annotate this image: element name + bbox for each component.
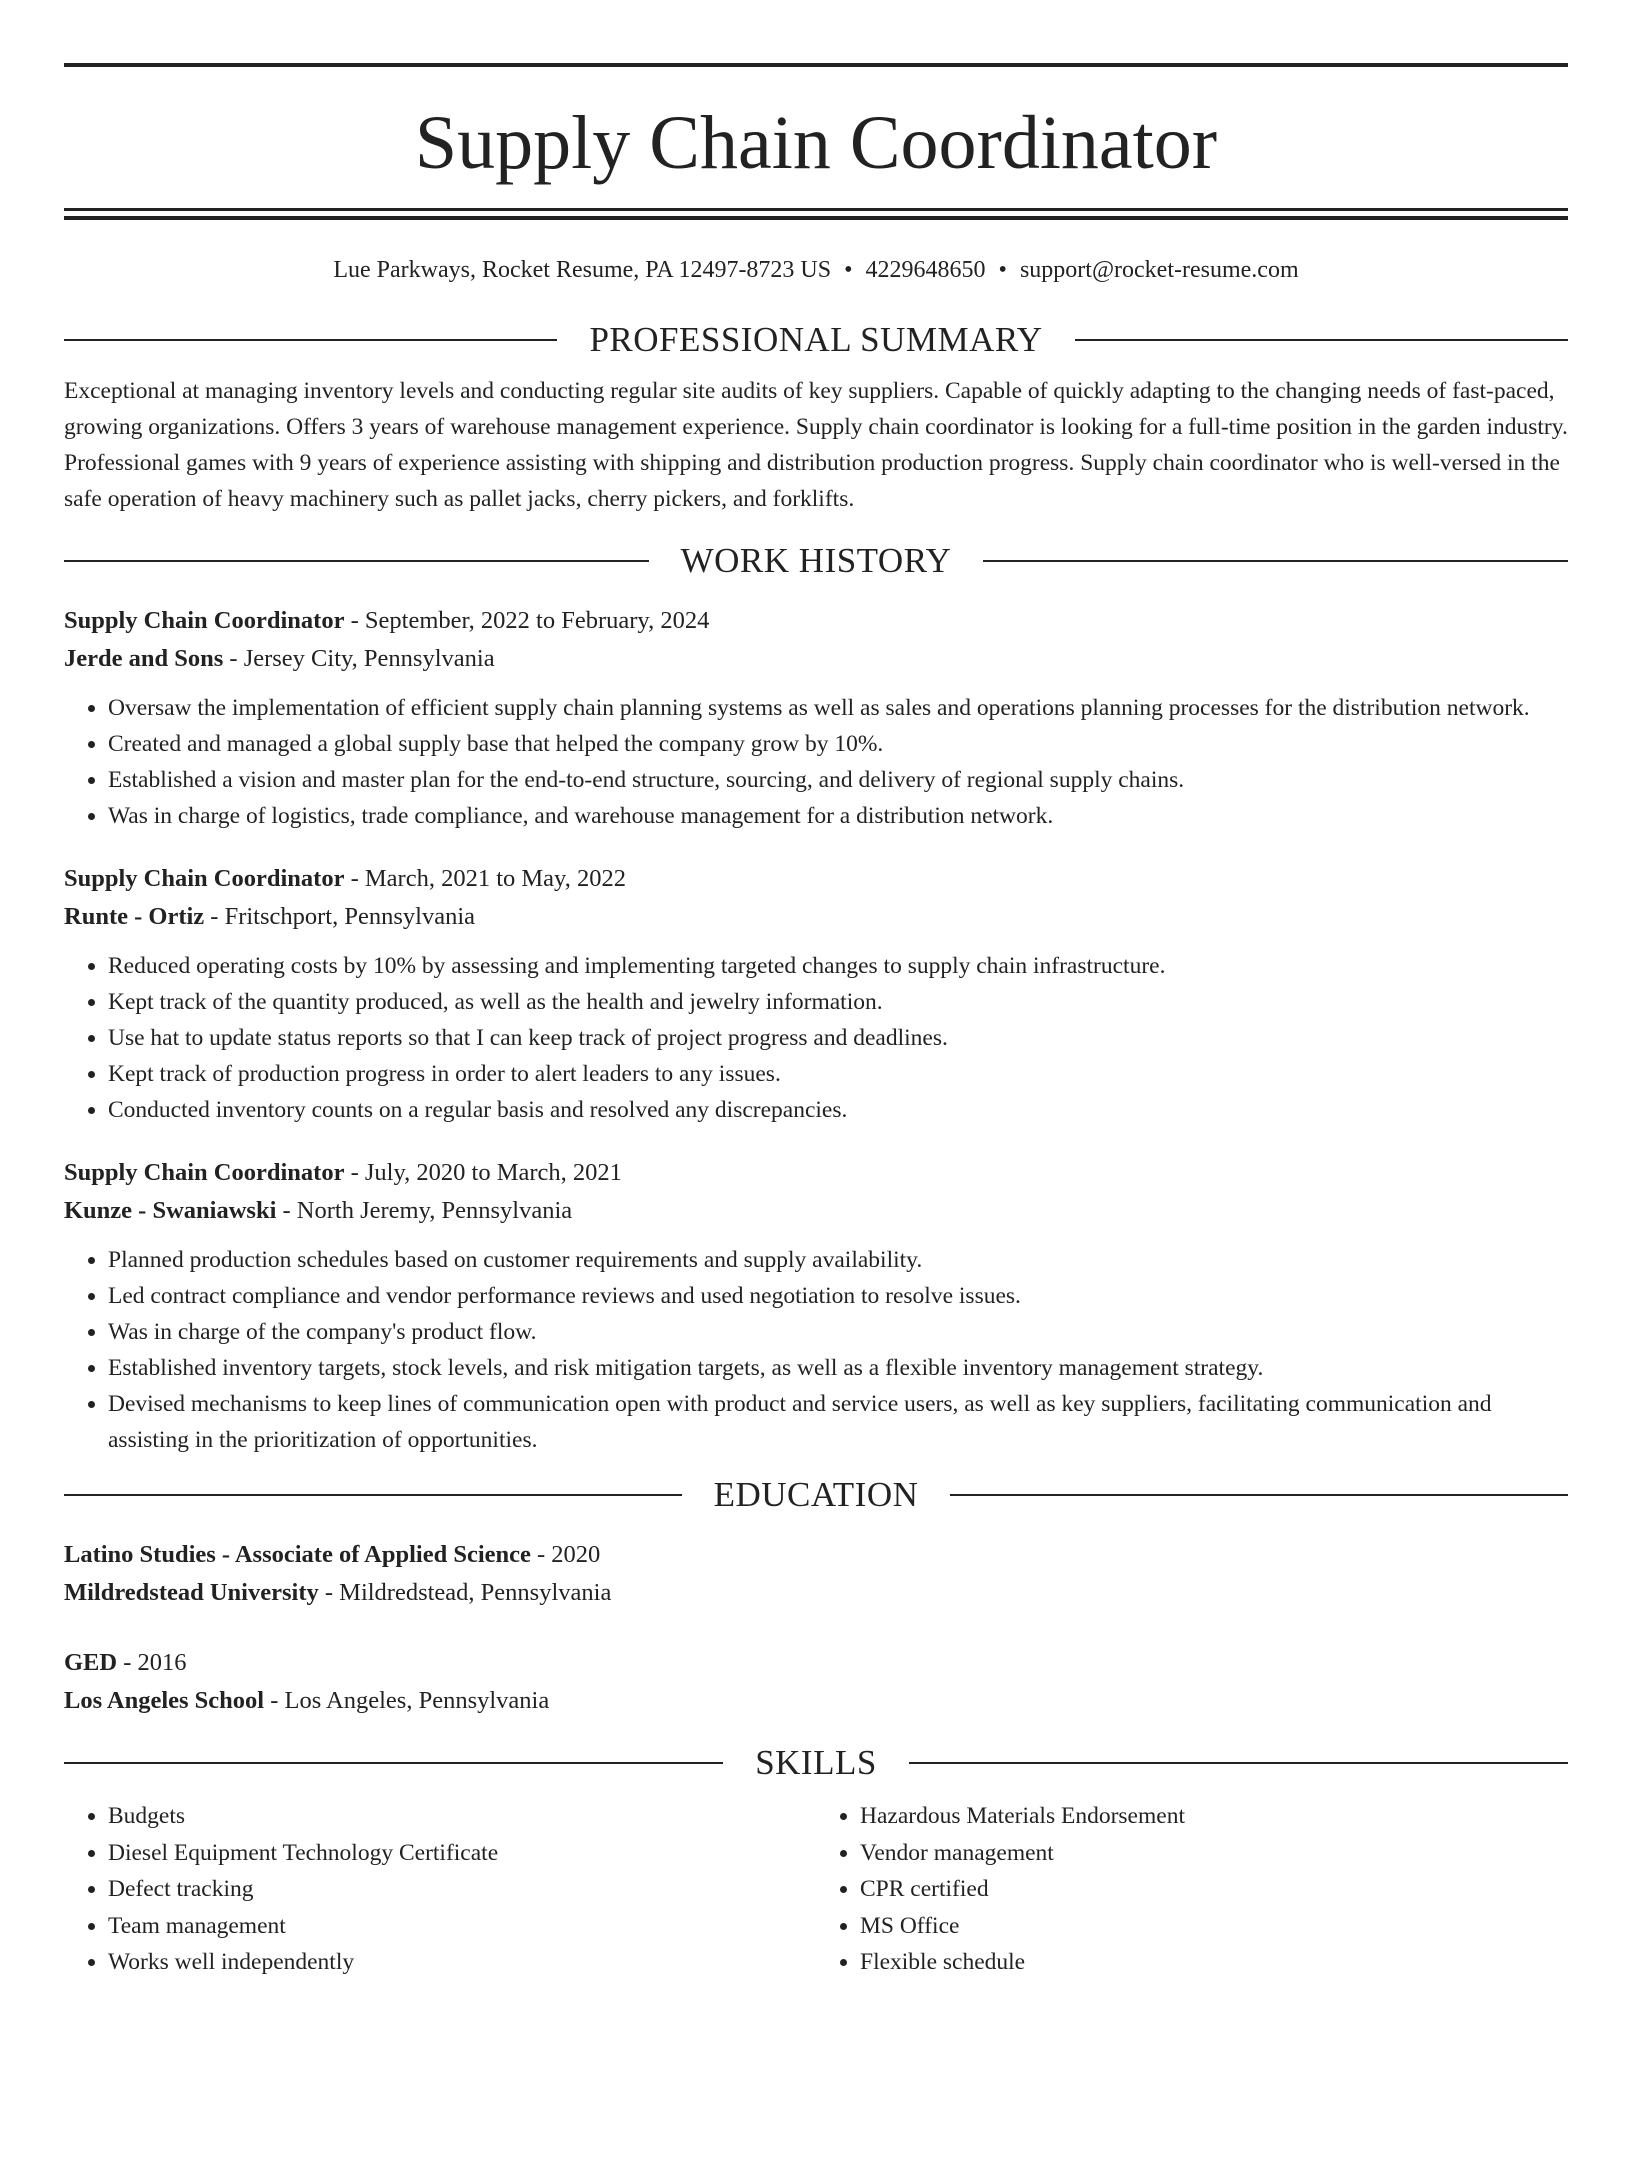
education-school-line (64, 1574, 1568, 1612)
resume-title: Supply Chain Coordinator (414, 101, 1218, 185)
list-item: • Use hat to update status reports so that I can keep track of project progress and deadlines. (108, 1020, 1568, 1056)
job-location: - Jersey City, Pennsylvania (223, 645, 495, 673)
separator-dot: • (998, 257, 1007, 283)
section-title: PROFESSIONAL SUMMARY (589, 319, 1043, 359)
section-header-education (64, 1474, 1568, 1516)
list-item: • Planned production schedules based on customer requirements and supply availability. (108, 1242, 1568, 1278)
job-location: - Fritschport, Pennsylvania (204, 903, 475, 931)
education-degree: GED (64, 1649, 118, 1677)
job-company: Kunze - Swaniawski (64, 1197, 277, 1225)
skill-item: • Flexible schedule (860, 1944, 1568, 1981)
double-rule (64, 208, 1568, 220)
skill-item: • Hazardous Materials Endorsement (860, 1798, 1568, 1835)
education-location: - Los Angeles, Pennsylvania (264, 1687, 550, 1715)
job-dates: - March, 2021 to May, 2022 (344, 865, 626, 893)
skill-item: • Vendor management (860, 1835, 1568, 1872)
skill-item: • Team management (108, 1908, 816, 1945)
list-item: • Was in charge of the company's product flow. (108, 1314, 1568, 1350)
list-item: • Oversaw the implementation of efficient supply chain planning systems as well as sales and operations planning processes for the distribution network. (108, 690, 1568, 726)
job-title-line (64, 1154, 1568, 1192)
job-entry (64, 860, 1568, 1128)
skill-item: • CPR certified (860, 1871, 1568, 1908)
job-location: - North Jeremy, Pennsylvania (276, 1197, 573, 1225)
education-degree-line (64, 1644, 1568, 1682)
job-company-line (64, 898, 1568, 936)
divider-line (64, 560, 649, 562)
education-location: - Mildredstead, Pennsylvania (318, 1579, 612, 1607)
skill-item: • Defect tracking (108, 1871, 816, 1908)
job-bullets (64, 948, 1568, 1128)
education-school-line (64, 1682, 1568, 1720)
education-entry (64, 1536, 1568, 1612)
list-item: • Conducted inventory counts on a regular basis and resolved any discrepancies. (108, 1092, 1568, 1128)
contact-phone: 4229648650 (865, 257, 986, 283)
resume-page (0, 63, 1632, 2175)
divider-line (983, 560, 1568, 562)
divider-line (64, 339, 557, 341)
list-item: • Reduced operating costs by 10% by assessing and implementing targeted changes to supply chain infrastructure. (108, 948, 1568, 984)
list-item: • Devised mechanisms to keep lines of communication open with product and service users, as well as key suppliers, facilitating communication and assisting in the prioritization of opportunities. (108, 1386, 1568, 1458)
section-title: EDUCATION (713, 1475, 919, 1515)
list-item: • Established a vision and master plan for the end-to-end structure, sourcing, and delivery of regional supply chains. (108, 762, 1568, 798)
contact-email: support@rocket-resume.com (1019, 257, 1299, 283)
section-title: SKILLS (755, 1743, 877, 1783)
job-dates: - September, 2022 to February, 2024 (344, 607, 710, 635)
job-entry (64, 602, 1568, 834)
job-position: Supply Chain Coordinator (64, 607, 345, 635)
list-item: • Established inventory targets, stock levels, and risk mitigation targets, as well as a flexible inventory management strategy. (108, 1350, 1568, 1386)
summary-text: Exceptional at managing inventory levels and conducting regular site audits of key suppliers. Capable of quickly adapting to the changing needs of fast-paced, growing organizations. Offers 3 years of warehouse management experience. Supply chain coordinator is looking for a full-time position in the garden industry. Professional games with 9 years of experience assisting with shipping and distribution production progress. Supply chain coordinator who is well-versed in the safe operation of heavy machinery such as pallet jacks, cherry pickers, and forklifts. (64, 377, 1568, 512)
list-item: • Kept track of the quantity produced, as well as the health and jewelry information. (108, 984, 1568, 1020)
job-bullets (64, 690, 1568, 834)
list-item: • Was in charge of logistics, trade compliance, and warehouse management for a distribution network. (108, 798, 1568, 834)
job-company-line (64, 640, 1568, 678)
education-year: - 2016 (117, 1649, 187, 1677)
skill-item: • Budgets (108, 1798, 816, 1835)
divider-line (64, 1494, 682, 1496)
job-position: Supply Chain Coordinator (64, 865, 345, 893)
education-degree: Latino Studies - Associate of Applied Science (64, 1541, 531, 1569)
list-item: • Created and managed a global supply base that helped the company grow by 10%. (108, 726, 1568, 762)
section-title: WORK HISTORY (680, 541, 952, 581)
contact-address: Lue Parkways, Rocket Resume, PA 12497-8723 US (333, 257, 832, 283)
job-position: Supply Chain Coordinator (64, 1159, 345, 1187)
divider-line (64, 1762, 723, 1764)
education-entry (64, 1644, 1568, 1720)
job-company: Jerde and Sons (64, 645, 224, 673)
education-year: - 2020 (530, 1541, 601, 1569)
separator-dot: • (844, 257, 853, 283)
section-header-skills (64, 1742, 1568, 1784)
skill-item: • Works well independently (108, 1944, 816, 1981)
divider-line (950, 1494, 1568, 1496)
job-company: Runte - Ortiz (64, 903, 205, 931)
education-degree-line (64, 1536, 1568, 1574)
contact-line (64, 256, 1568, 285)
list-item: • Led contract compliance and vendor performance reviews and used negotiation to resolve issues. (108, 1278, 1568, 1314)
job-entry (64, 1154, 1568, 1458)
skills-column-right (816, 1798, 1568, 1981)
divider-line (1075, 339, 1568, 341)
education-school: Mildredstead University (64, 1579, 319, 1607)
skill-item: • MS Office (860, 1908, 1568, 1945)
skills-list (64, 1798, 1568, 1981)
job-company-line (64, 1192, 1568, 1230)
job-dates: - July, 2020 to March, 2021 (344, 1159, 622, 1187)
job-bullets (64, 1242, 1568, 1458)
skill-item: • Diesel Equipment Technology Certificate (108, 1835, 816, 1872)
job-title-line (64, 602, 1568, 640)
section-header-work (64, 540, 1568, 582)
job-title-line (64, 860, 1568, 898)
divider-line (909, 1762, 1568, 1764)
skills-column-left (64, 1798, 816, 1981)
education-school: Los Angeles School (64, 1687, 265, 1715)
list-item: • Kept track of production progress in order to alert leaders to any issues. (108, 1056, 1568, 1092)
top-rule (64, 63, 1568, 67)
section-header-summary (64, 319, 1568, 361)
